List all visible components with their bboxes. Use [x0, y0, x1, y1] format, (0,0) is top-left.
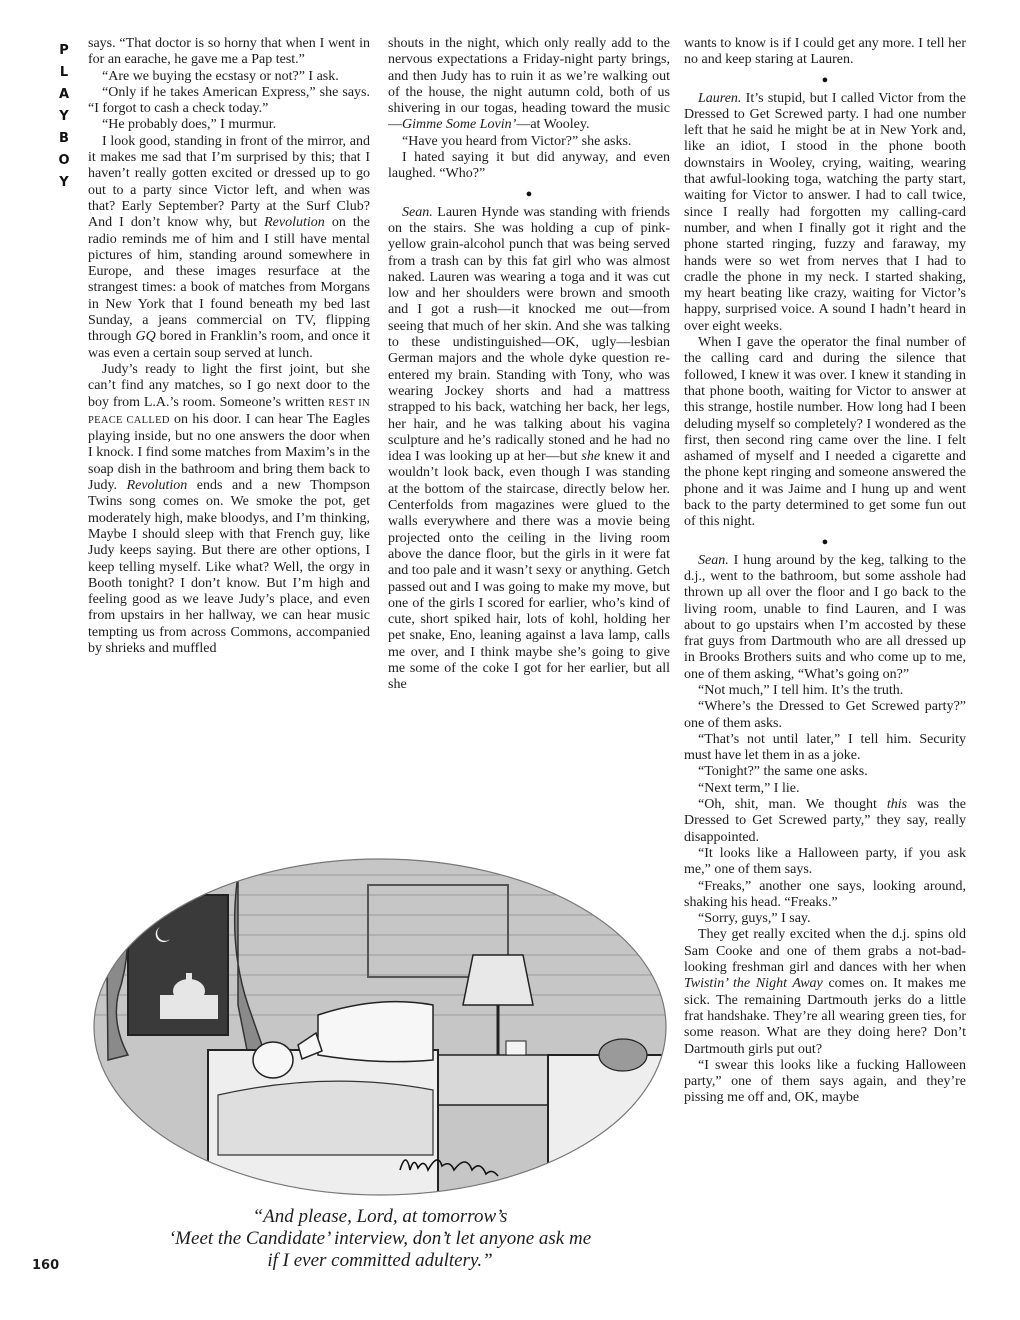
magazine-letter: P	[59, 43, 69, 58]
text-run: I hung around by the keg, talking to the d.j., went to the bathroom, but some asshole had thrown up all over the floor and I go back to the living room, unable to find Lauren, and I was about to go upstairs when I’m accosted by these frat guys from Dartmouth who are all dressed up in Brooks Brothers suits and who come up to me, one of them asking, “What’s going on?”	[684, 552, 966, 682]
paragraph: When I gave the operator the final number of the calling card and during the silence that followed, I knew it was over. I knew it standing in that phone booth, waiting for Victor to answer at this strange, hostile number. How long had I been deluding myself so completely? I wondered as the first, then second ring came over the line. I felt ashamed of myself and I needed a cigarette and the phone kept ringing and someone answered the phone and it was Jaime and I hung up and went back to the party determined to get some fun out of this night.	[684, 335, 966, 530]
wife-head	[599, 1039, 647, 1071]
italic-title: Twistin’ the Night Away	[684, 976, 823, 992]
paragraph: “He probably does,” I murmur.	[102, 117, 277, 133]
paragraph	[684, 797, 966, 846]
section-bullet: ●	[821, 535, 829, 548]
cartoon-illustration	[88, 855, 672, 1200]
paragraph: “I swear this looks like a fucking Halloween party,” one of them says again, and they’re pissing me off and, OK, maybe	[684, 1057, 966, 1106]
text-run: Lauren Hynde was standing with friends on the stairs. She was holding a cup of pink-yellow grain-alcohol punch that was being served from a trash can by this fat girl who was almost naked. Lauren was wearing a toga and it was cut low and her shoulders were brown and smooth and I got a rush—it knocked me out—from seeing that much of her skin. And she was talking to these undistinguished—OK, ugly—lesbian German majors and the whole dyke question re-entered my brain. Standing with Tony, who was wearing Jockey shorts and had a mattress strapped to his back, watching her back, her legs, her hair, and he was talking about his vagina sculpture and he’s radically stoned and he had no idea I was looking up at her—but	[388, 204, 670, 465]
caption-line: if I ever committed adultery.”	[267, 1250, 493, 1271]
magazine-letter: B	[59, 131, 69, 146]
text-run: shouts in the night, which only really add to the nervous expectations a Friday-night party brings, and then Judy has to ruin it as we’re walking out of the house, the night autumn cold, both of us shivering in our togas, heading toward the music—	[388, 36, 670, 133]
blanket	[218, 1081, 433, 1155]
text-run: on his door. I can hear The Eagles playing inside, but no one answers the door when I knock. I find some matches from Maxim’s in the soap dish in the bathroom and bring them back to Judy.	[88, 411, 370, 494]
caption-line: ‘Meet the Candidate’ interview, don’t let anyone ask me	[168, 1228, 592, 1249]
paragraph	[684, 91, 966, 335]
narrator-name: Lauren.	[698, 90, 742, 106]
paragraph: “Next term,” I lie.	[698, 780, 800, 796]
alarm-clock	[506, 1041, 526, 1055]
text-run: Judy’s ready to light the first joint, but she can’t find any matches, so I go next door to the boy from L.A.’s room. Someone’s written	[88, 361, 370, 410]
paragraph: “Where’s the Dressed to Get Screwed party?” one of them asks.	[684, 699, 966, 731]
pillow-left	[318, 1002, 433, 1062]
magazine-letter: O	[58, 153, 70, 168]
text-column-1	[88, 36, 370, 657]
text-run: “Oh, shit, man. We thought	[698, 797, 887, 813]
text-run: ends and a new Thompson Twins song comes on. We smoke the pot, get moderately high, make bloodys, and I’m thinking, Maybe I should sleep with that French guy, like Judy keeps saying. But there are other options, I keep telling myself. Like what? Well, the orgy in Booth tonight? I don’t know. But I’m high and feeling good as we leave Judy’s place, and even from upstairs in her hallway, we can hear music tempting us from across Commons, accompanied by shrieks and muffled	[88, 478, 370, 656]
paragraph	[684, 553, 966, 683]
paragraph	[684, 927, 966, 1057]
narrator-name: Sean.	[402, 204, 433, 220]
paragraph: “Not much,” I tell him. It’s the truth.	[698, 682, 904, 698]
italic-title: GQ	[135, 329, 156, 345]
paragraph: “Only if he takes American Express,” she says. “I forgot to cash a check today.”	[88, 84, 370, 117]
paragraph	[88, 362, 370, 657]
italic-title: Revolution	[264, 215, 325, 231]
text-run: —at Wooley.	[516, 117, 590, 133]
italic-title: Revolution	[126, 478, 188, 494]
section-bullet: ●	[821, 73, 829, 86]
cartoon-scene	[88, 855, 672, 1200]
paragraph	[88, 134, 370, 362]
text-run: on the radio reminds me of him and I still have mental pictures of him, standing around somewhere in Europe, and these images resurface at the strangest times: a book of matches from Morgans in New York that I found beneath my bed last Sunday, a jeans commercial on TV, flipping through	[88, 215, 370, 345]
magazine-letter: L	[59, 65, 69, 80]
text-column-2	[388, 36, 670, 694]
magazine-letter: Y	[59, 175, 69, 190]
paragraph	[388, 36, 670, 134]
paragraph: “That’s not until later,” I tell him. Security must have let them in as a joke.	[684, 731, 966, 764]
italic-word: she	[581, 449, 601, 465]
man-head	[253, 1042, 293, 1078]
italic-title: Gimme Some Lovin’	[402, 117, 517, 133]
cartoon-caption	[88, 1206, 672, 1272]
paragraph: “Are we buying the ecstasy or not?” I ask.	[102, 68, 339, 84]
magazine-name-vertical	[49, 40, 79, 194]
nightstand	[438, 1055, 548, 1105]
paragraph: “Tonight?” the same one asks.	[698, 764, 868, 780]
paragraph: “It looks like a Halloween party, if you ask me,” one of them says.	[684, 845, 966, 878]
artist-signature: Mort Gerberg	[88, 855, 94, 856]
text-column-3	[684, 36, 966, 1107]
magazine-letter: A	[58, 87, 70, 102]
narrator-name: Sean.	[698, 552, 729, 568]
paragraph: wants to know is if I could get any more. I tell her no and keep staring at Lauren.	[684, 36, 966, 68]
paragraph	[388, 205, 670, 694]
section-bullet: ●	[525, 187, 533, 200]
paragraph: “Freaks,” another one says, looking around, shaking his head. “Freaks.”	[684, 878, 966, 910]
lamp-shade	[463, 955, 533, 1005]
text-run: knew it and wouldn’t look back, even though I was standing at the bottom of the staircase, directly below her. Centerfolds from magazines were glued to the walls everywhere and there was a movie being projected onto the ceiling in the living room above the dance floor, but the girls in it were fat and too pale and it wasn’t sexy or anything. Getch passed out and I was going to make my move, but one of the girls I scored for earlier, who’s kind of cute, short spiked hair, lots of kohl, holding her pet snake, Eno, leaning against a lava lamp, calls me over, and I think maybe she’s going to give me some of the coke I got for her earlier, but all she	[388, 449, 670, 693]
magazine-letter: Y	[59, 109, 69, 124]
paragraph: “Sorry, guys,” I say.	[698, 911, 811, 927]
page-number: 160	[32, 1258, 60, 1273]
paragraph: “Have you heard from Victor?” she asks.	[402, 133, 632, 149]
text-run: I look good, standing in front of the mirror, and it makes me sad that I’m surprised by this; that I haven’t really gotten excited or dressed up to go out to a party since Victor left, and when was that? Early September? Party at the Surf Club? And I don’t know why, but	[88, 133, 370, 231]
text-run: was the Dressed to Get Screwed party,” they say, really disappointed.	[684, 797, 966, 845]
paragraph: says. “That doctor is so horny that when I went in for an earache, he gave me a Pap test.”	[88, 36, 370, 68]
smallcaps-text: REST IN PEACE CALLED	[88, 397, 370, 426]
text-run: bored in Franklin’s room, and once it was even a certain soup served at lunch.	[88, 329, 370, 361]
text-run: It’s stupid, but I called Victor from the Dressed to Get Screwed party. I had one number left that he said he might be at in New York and, like an idiot, I stood in the phone booth downstairs in Wooley, crying, waiting, wearing that awful-looking toga, watching the party start, waiting for Victor to answer. I had to call twice, since I really had forgotten my calling-card number, and when I finally got it right and the phone started ringing, fuzzy and faraway, my hands were so wet from nerves that I had to cradle the phone in my neck. I started shaking, my heart beating like crazy, waiting for Victor’s happy, surprised voice. A sound I hadn’t heard in over eight weeks.	[684, 90, 966, 334]
paragraph: I hated saying it but did anyway, and even laughed. “Who?”	[388, 150, 670, 182]
text-run: They get really excited when the d.j. spins old Sam Cooke and one of them grabs a not-bad-looking freshman girl and dances with her when	[684, 927, 966, 976]
text-run: comes on. It makes me sick. The remaining Dartmouth jerks do a little frat handshake. They’re all wearing green ties, for some reason. What are they doing here? Don’t Dartmouth girls put out?	[684, 976, 966, 1057]
italic-word: this	[886, 797, 908, 813]
caption-line: “And please, Lord, at tomorrow’s	[252, 1206, 508, 1227]
